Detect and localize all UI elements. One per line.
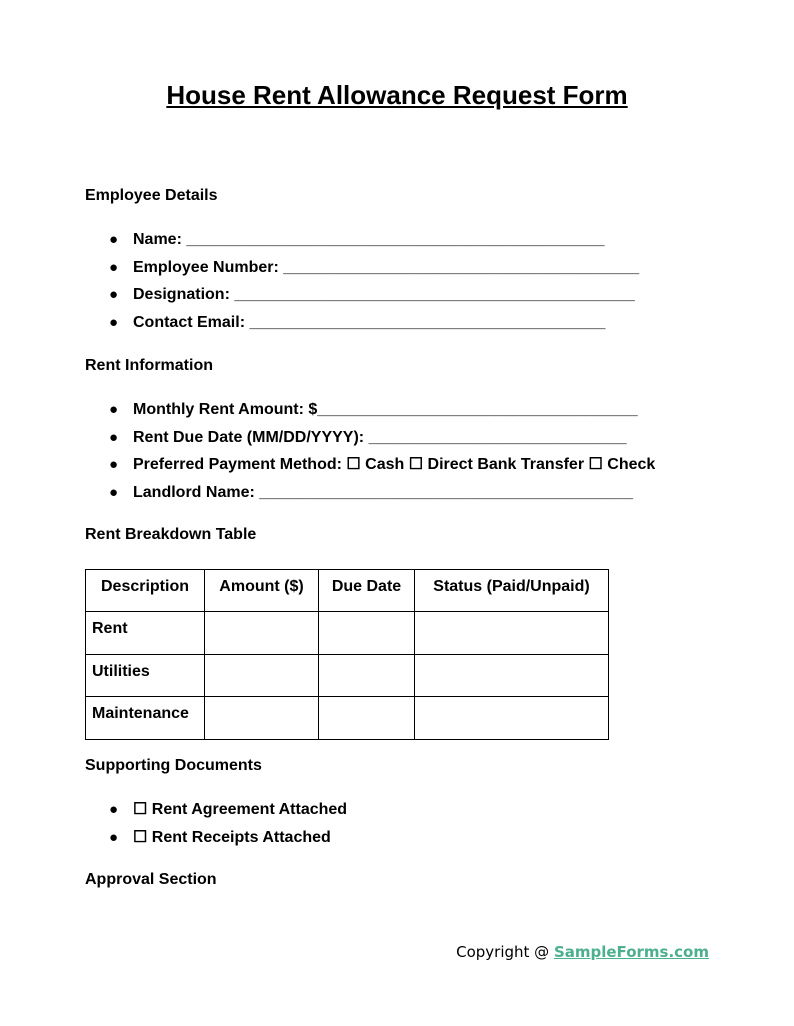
- list-item-rent-agreement: [85, 800, 347, 828]
- employee-details-list: [85, 230, 639, 340]
- field-employee-number[interactable]: Employee Number: ________________________________________: [133, 258, 640, 276]
- list-item-payment-method: [85, 455, 655, 483]
- table-cell-amount[interactable]: [205, 697, 319, 740]
- field-landlord-name[interactable]: Landlord Name: __________________________________________: [133, 483, 633, 501]
- list-item-name: [85, 230, 639, 258]
- bullet-icon: ●: [109, 828, 119, 846]
- checkbox-rent-agreement[interactable]: ☐ Rent Agreement Attached: [133, 801, 348, 818]
- table-cell-due-date[interactable]: [319, 612, 415, 655]
- list-item-employee-number: [85, 258, 639, 286]
- table-cell-amount[interactable]: [205, 612, 319, 655]
- field-designation[interactable]: Designation: _____________________________________________: [133, 286, 635, 303]
- bullet-icon: ●: [109, 231, 119, 248]
- bullet-icon: ●: [109, 313, 119, 331]
- table-header-row: [86, 570, 609, 612]
- brand-link[interactable]: SampleForms.com: [553, 943, 709, 961]
- bullet-icon: ●: [109, 483, 119, 501]
- copyright-footer: [456, 943, 709, 961]
- supporting-documents-list: [85, 800, 347, 855]
- bullet-icon: ●: [109, 428, 119, 446]
- list-item-designation: [85, 285, 639, 313]
- section-heading-rent: Rent Information: [85, 357, 213, 374]
- rent-information-list: [85, 400, 655, 510]
- rent-breakdown-table: [85, 569, 609, 740]
- table-row: [86, 612, 609, 655]
- field-name[interactable]: Name: _______________________________________________: [133, 231, 605, 248]
- table-row: [86, 655, 609, 697]
- column-header-due-date: Due Date: [319, 570, 415, 612]
- bullet-icon: ●: [109, 286, 119, 303]
- list-item-rent-receipts: [85, 828, 347, 856]
- table-cell-description: Rent: [86, 612, 205, 655]
- column-header-description: Description: [86, 570, 205, 612]
- section-heading-breakdown: Rent Breakdown Table: [85, 526, 257, 543]
- table-cell-status[interactable]: [415, 612, 609, 655]
- bullet-icon: ●: [109, 456, 119, 473]
- bullet-icon: ●: [109, 801, 119, 818]
- bullet-icon: ●: [109, 258, 119, 276]
- table-cell-description: Maintenance: [86, 697, 205, 740]
- list-item-contact-email: [85, 313, 639, 341]
- column-header-amount: Amount ($): [205, 570, 319, 612]
- list-item-monthly-rent: [85, 400, 655, 428]
- table-cell-due-date[interactable]: [319, 655, 415, 697]
- field-monthly-rent[interactable]: Monthly Rent Amount: $____________________________________: [133, 401, 638, 418]
- table-cell-due-date[interactable]: [319, 697, 415, 740]
- section-heading-approval: Approval Section: [85, 871, 217, 888]
- page-title: House Rent Allowance Request Form: [166, 80, 628, 110]
- field-contact-email[interactable]: Contact Email: ________________________________________: [133, 313, 606, 331]
- column-header-status: Status (Paid/Unpaid): [415, 570, 609, 612]
- table-cell-status[interactable]: [415, 655, 609, 697]
- bullet-icon: ●: [109, 401, 119, 418]
- list-item-rent-due-date: [85, 428, 655, 456]
- table-cell-amount[interactable]: [205, 655, 319, 697]
- section-heading-documents: Supporting Documents: [85, 757, 262, 774]
- table-cell-status[interactable]: [415, 697, 609, 740]
- list-item-landlord-name: [85, 483, 655, 511]
- field-payment-method[interactable]: Preferred Payment Method: ☐ Cash ☐ Direct Bank Transfer ☐ Check: [133, 456, 656, 473]
- field-rent-due-date[interactable]: Rent Due Date (MM/DD/YYYY): _____________________________: [133, 428, 627, 446]
- table-row: [86, 697, 609, 740]
- copyright-prefix: Copyright @: [456, 943, 554, 961]
- section-heading-employee: Employee Details: [85, 187, 218, 204]
- table-cell-description: Utilities: [86, 655, 205, 697]
- checkbox-rent-receipts[interactable]: ☐ Rent Receipts Attached: [133, 828, 331, 846]
